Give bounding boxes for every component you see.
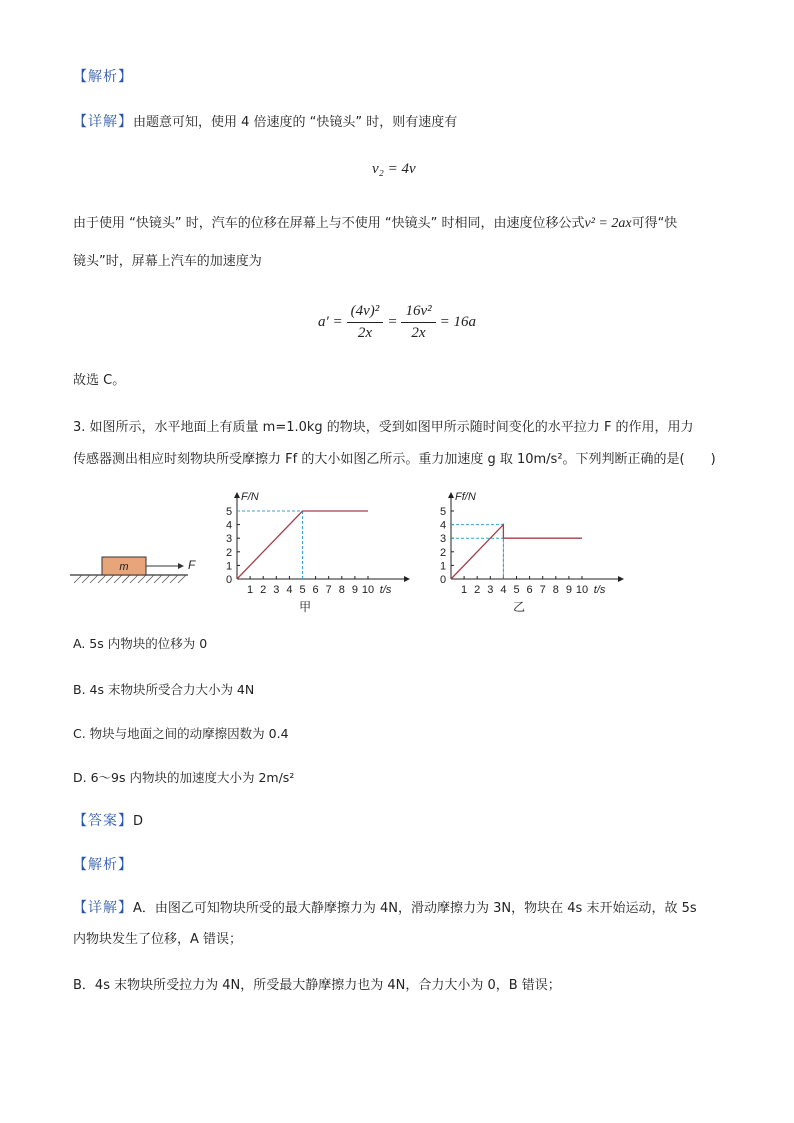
y-tick-label: 3 [225,533,233,546]
fraction-2-numerator: 16v² [401,303,435,323]
y-tick-label: 5 [439,506,447,518]
eq2-lhs: a′ = [318,314,343,330]
intro-text: 由题意可知，使用 4 倍速度的 “快镜头” 时，则有速度有 [133,115,458,130]
y-axis-label: Ff/N [455,491,476,503]
graph-caption: 乙 [513,600,526,614]
y-tick-label: 0 [225,574,233,586]
fraction-2-denominator: 2x [411,325,426,341]
question-stem-line-2: 传感器测出相应时刻物块所受摩擦力 Ff 的大小如图乙所示。重力加速度 g 取 10m/s²。下列判断正确的是( ) [73,452,716,467]
option-b: B. 4s 末物块所受合力大小为 4N [73,682,255,697]
equation-v2: v₂ = 4v [372,161,416,177]
option-c: C. 物块与地面之间的动摩擦因数为 0.4 [73,726,289,741]
x-tick-label: 7 [325,584,332,596]
conclusion-text: 故选 C。 [73,373,126,388]
equation-acceleration [318,303,476,342]
series-line [451,525,582,579]
x-tick-label: 1 [247,584,254,596]
analysis-heading: 【解析】 [73,69,133,85]
y-tick-label: 5 [225,506,233,518]
x-axis-label: t/s [593,584,606,596]
paragraph-2-line-1 [73,213,733,234]
x-tick-label: 8 [552,584,559,596]
option-a: A. 5s 内物块的位移为 0 [73,636,208,651]
x-tick-label: 7 [539,584,546,596]
detail-a-line-2: 内物块发生了位移，A 错误； [73,932,243,947]
fraction-2 [401,303,435,342]
graph-jia [212,484,422,614]
y-tick-label: 3 [439,533,447,546]
x-tick-label: 5 [513,584,520,596]
question-stem-line-1: 3. 如图所示，水平地面上有质量 m=1.0kg 的物块，受到如图甲所示随时间变化的水平拉力 F 的作用，用力 [73,420,694,435]
y-tick-label: 4 [439,519,447,532]
y-tick-label: 4 [225,519,233,532]
y-tick-label: 1 [225,560,233,573]
block-label: m [119,561,129,573]
x-tick-label: 6 [526,584,533,596]
ground-hatching [74,575,186,583]
y-tick-label: 0 [439,574,447,586]
x-tick-label: 3 [273,584,280,596]
detail-a-line-1 [73,898,743,919]
eq2-rhs: = 16a [439,314,476,330]
answer-line [73,811,143,832]
answer-value: D [133,814,144,829]
fraction-1-denominator: 2x [357,325,373,341]
paragraph-2-text-b: 可得“快 [631,216,678,231]
block-diagram [70,545,210,595]
force-arrow-head [178,563,184,569]
answer-heading: 【答案】 [73,813,133,829]
x-tick-label: 3 [487,584,494,596]
y-axis-arrow [448,492,454,498]
equals-sign: = [387,314,398,330]
paragraph-2-line-2: 镜头”时，屏幕上汽车的加速度为 [73,254,262,269]
y-tick-label: 2 [439,546,447,559]
x-tick-label: 1 [461,584,468,596]
x-tick-label: 9 [565,584,572,596]
graph-yi [426,484,636,614]
x-tick-label: 4 [500,584,507,596]
x-axis-arrow [618,576,624,582]
detail-intro [73,112,733,133]
graph-caption: 甲 [299,600,312,614]
detail-heading: 【详解】 [73,114,133,130]
x-axis-arrow [404,576,410,582]
fraction-1 [347,303,384,342]
force-label: F [188,558,196,572]
inline-formula: v² = 2ax [584,216,632,231]
x-tick-label: 9 [351,584,358,596]
x-tick-label: 10 [361,584,375,596]
fraction-1-numerator: (4v)² [347,303,384,323]
detail-heading-2: 【详解】 [73,900,133,916]
paragraph-2-text-a: 由于使用 “快镜头” 时，汽车的位移在屏幕上与不使用 “快镜头” 时相同，由速度位移公式 [73,216,585,231]
option-d: D. 6～9s 内物块的加速度大小为 2m/s² [73,770,295,785]
y-tick-label: 2 [225,546,233,559]
detail-b-line: B．4s 末物块所受拉力为 4N，所受最大静摩擦力也为 4N，合力大小为 0，B 错误； [73,978,561,993]
x-tick-label: 6 [312,584,319,596]
x-tick-label: 4 [286,584,293,596]
x-tick-label: 2 [260,584,267,596]
x-tick-label: 5 [299,584,306,596]
x-axis-label: t/s [379,584,392,596]
y-axis-label: F/N [241,491,259,503]
y-tick-label: 1 [439,560,447,573]
detail-a-text: A．由图乙可知物块所受的最大静摩擦力为 4N，滑动摩擦力为 3N，物块在 4s 末开始运动，故 5s [133,901,697,916]
analysis-heading-2: 【解析】 [73,857,133,873]
x-tick-label: 10 [575,584,589,596]
x-tick-label: 8 [338,584,345,596]
x-tick-label: 2 [474,584,481,596]
y-axis-arrow [234,492,240,498]
